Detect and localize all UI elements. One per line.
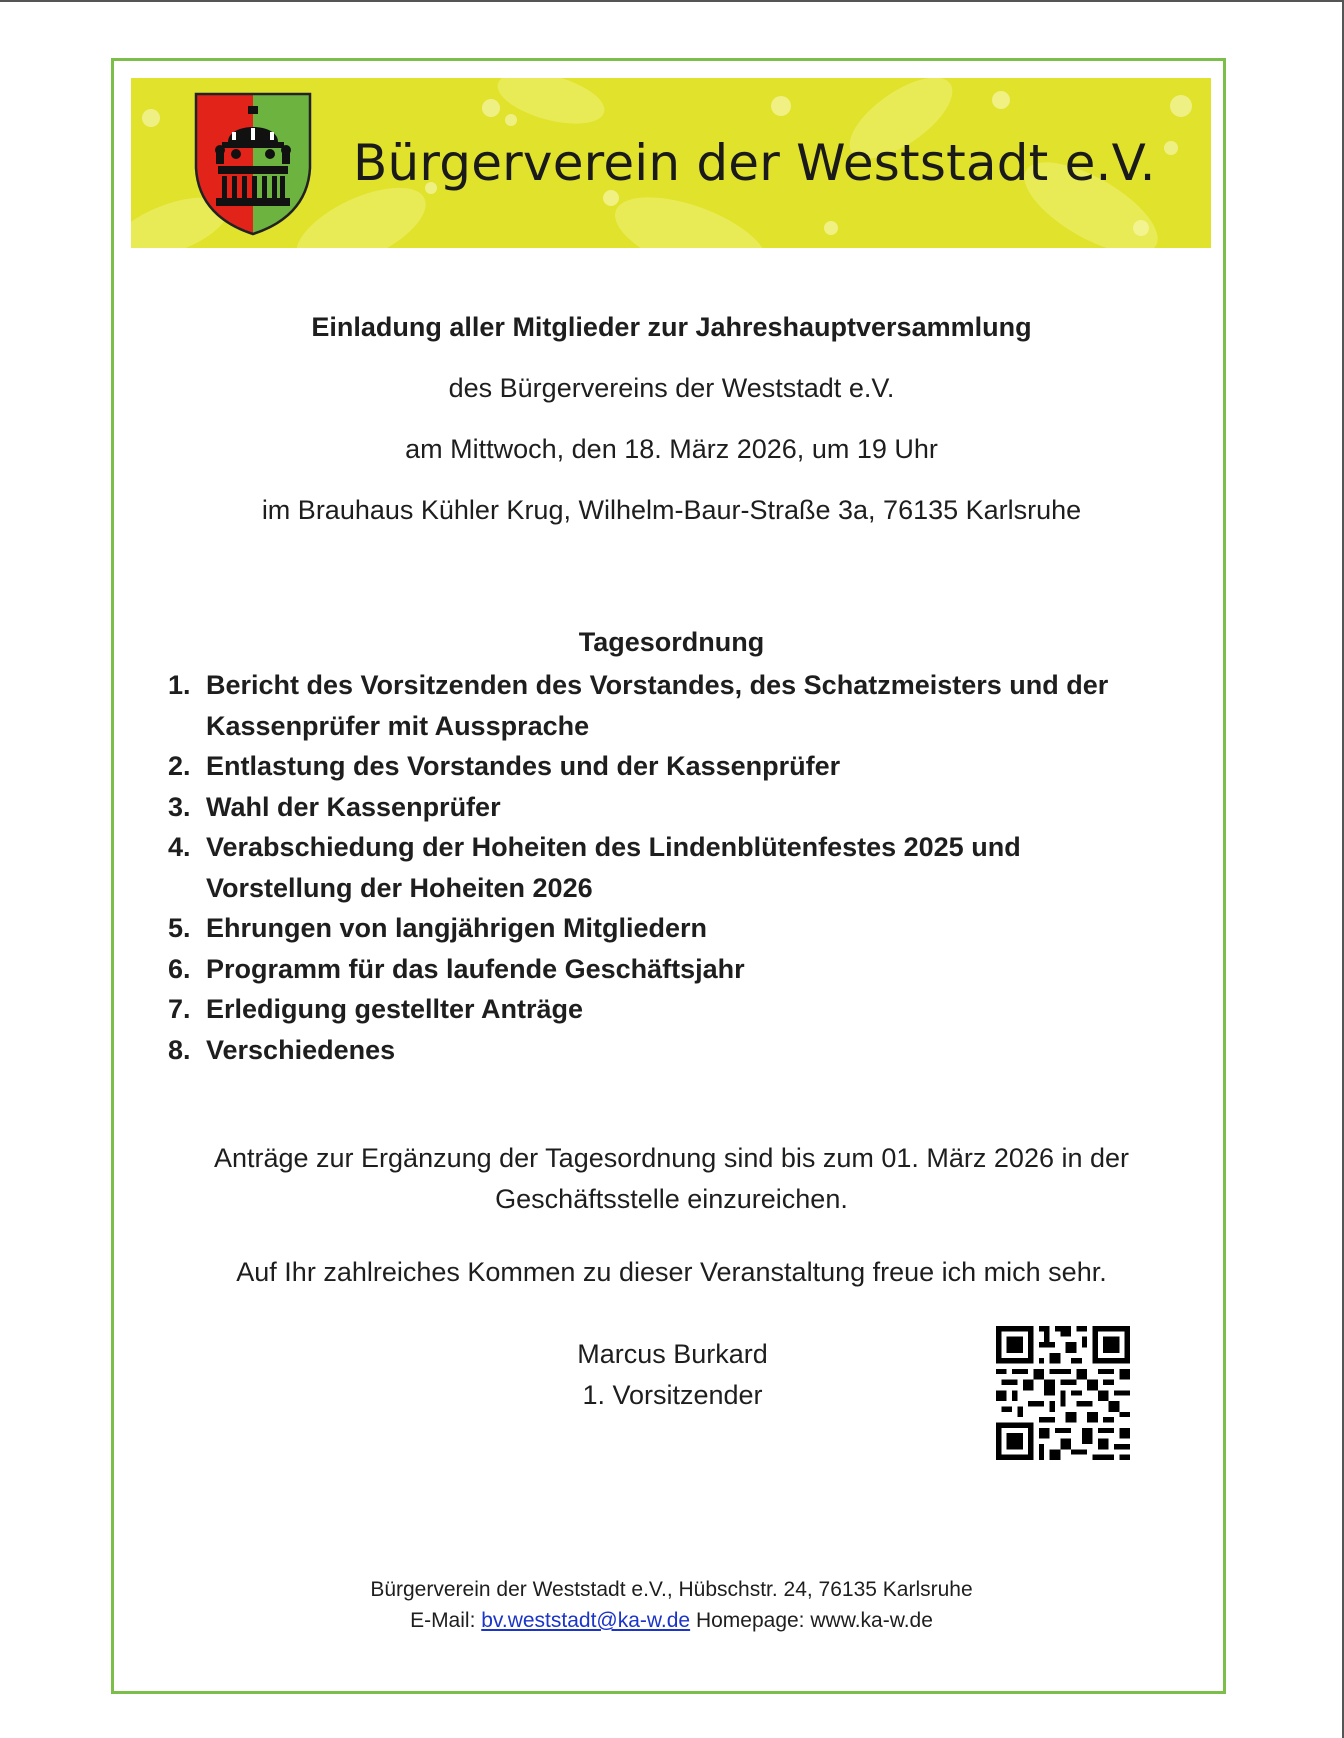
agenda-item — [168, 908, 1168, 949]
agenda-item — [168, 827, 1168, 908]
signer-role: 1. Vorsitzender — [582, 1379, 763, 1410]
agenda-item — [168, 746, 1168, 787]
agenda-item-number: 6. — [168, 953, 191, 984]
agenda-list — [168, 665, 1168, 1070]
agenda-item-text: Wahl der Kassenprüfer — [206, 791, 501, 822]
email-link[interactable]: bv.weststadt@ka-w.de — [481, 1609, 691, 1632]
motions-deadline-line: Anträge zur Ergänzung der Tagesordnung sind bis zum 01. März 2026 in der — [213, 1143, 1130, 1173]
invitation-title: Einladung aller Mitglieder zur Jahreshauptversammlung — [311, 312, 1032, 342]
header-banner — [131, 78, 1211, 248]
agenda-item — [168, 989, 1168, 1030]
agenda-item-text: Verschiedenes — [206, 1034, 396, 1065]
agenda-item-number: 3. — [168, 791, 191, 822]
agenda-item — [168, 665, 1168, 746]
agenda-item-text: Entlastung des Vorstandes und der Kassenprüfer — [206, 751, 841, 781]
footer-address: Bürgerverein der Weststadt e.V., Hübschstr. 24, 76135 Karlsruhe — [370, 1578, 973, 1601]
agenda-item-text-continued: Kassenprüfer mit Aussprache — [206, 710, 590, 741]
motions-deadline-note — [111, 1138, 1232, 1219]
agenda-item-number: 1. — [168, 670, 191, 700]
agenda-item-text-continued: Vorstellung der Hoheiten 2026 — [206, 872, 593, 903]
agenda-heading: Tagesordnung — [578, 627, 765, 657]
agenda-item-number: 5. — [168, 913, 191, 943]
invitation-organization-line: des Bürgervereins der Weststadt e.V. — [448, 373, 895, 403]
coat-of-arms-icon — [194, 92, 312, 236]
footer-email-label: E-Mail: — [410, 1609, 476, 1632]
invitation-venue-line: im Brauhaus Kühler Krug, Wilhelm-Baur-Straße 3a, 76135 Karlsruhe — [261, 495, 1082, 525]
agenda-item-text: Bericht des Vorsitzenden des Vorstandes, des Schatzmeisters und der — [206, 670, 1109, 700]
organization-title: Bürgerverein der Weststadt e.V. — [353, 134, 1156, 192]
signature-block — [500, 1334, 845, 1415]
agenda-item-text: Verabschiedung der Hoheiten des Lindenblütenfestes 2025 und — [206, 832, 1021, 862]
invitation-date-line: am Mittwoch, den 18. März 2026, um 19 Uhr — [405, 434, 938, 464]
agenda-item-text: Ehrungen von langjährigen Mitgliedern — [206, 913, 708, 943]
qr-code-icon[interactable] — [996, 1326, 1130, 1460]
motions-deadline-line-continued: Geschäftsstelle einzureichen. — [495, 1183, 848, 1214]
agenda-item-text: Erledigung gestellter Anträge — [206, 994, 584, 1024]
agenda-item-number: 7. — [168, 994, 191, 1024]
footer-contact — [111, 1605, 1232, 1636]
footer — [111, 1574, 1232, 1636]
agenda-item-number: 4. — [168, 832, 191, 862]
agenda-item — [168, 1030, 1168, 1071]
agenda-item-number: 2. — [168, 751, 191, 781]
signer-name: Marcus Burkard — [577, 1339, 768, 1369]
footer-homepage-label: Homepage: — [695, 1609, 805, 1632]
agenda-item-number: 8. — [168, 1034, 191, 1065]
homepage-url[interactable]: www.ka-w.de — [810, 1609, 933, 1632]
agenda-item-text: Programm für das laufende Geschäftsjahr — [206, 953, 745, 984]
top-border — [0, 0, 1344, 2]
agenda-item — [168, 787, 1168, 828]
agenda-item — [168, 949, 1168, 990]
closing-remark: Auf Ihr zahlreiches Kommen zu dieser Veranstaltung freue ich mich sehr. — [236, 1257, 1107, 1287]
